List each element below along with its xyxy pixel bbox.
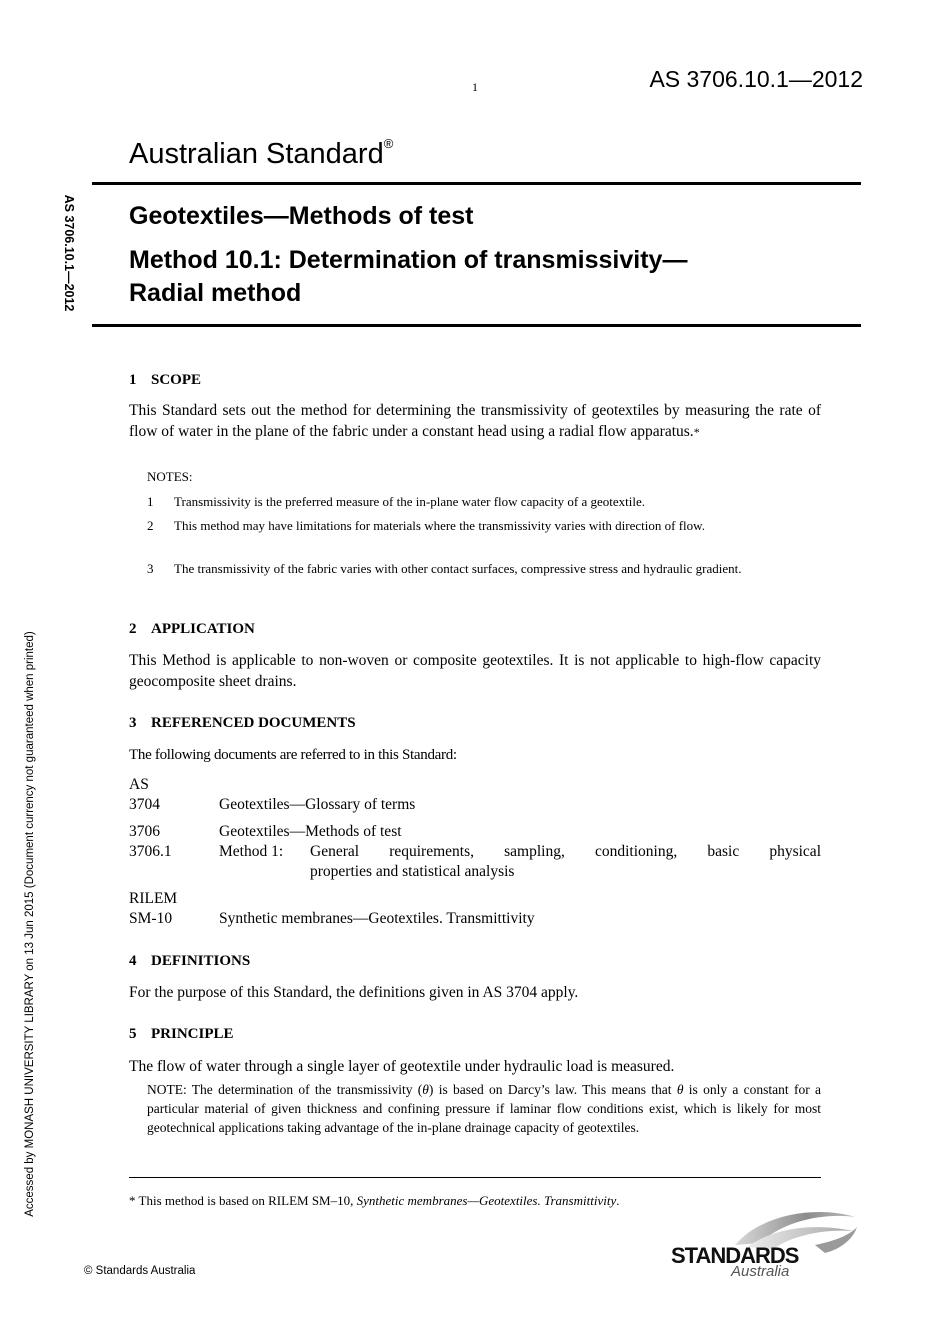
principle-note bbox=[147, 1080, 821, 1137]
reference-code: 3706.1 bbox=[129, 843, 172, 860]
registered-mark: ® bbox=[383, 136, 394, 152]
scope-paragraph bbox=[129, 400, 821, 443]
reference-code: SM-10 bbox=[129, 910, 173, 927]
reference-method: Method 1: bbox=[219, 843, 284, 860]
application-paragraph: This Method is applicable to non-woven or composite geotextiles. It is not applicable to high-flow capacity geocomposite sheet drains. bbox=[129, 652, 821, 690]
note-number: 2 bbox=[147, 518, 154, 533]
section-heading-scope bbox=[129, 372, 201, 389]
notes-label: NOTES: bbox=[147, 469, 193, 484]
principle-note-part-a: NOTE: The determination of the transmissivity ( bbox=[147, 1082, 423, 1097]
reference-title-continued: properties and statistical analysis bbox=[310, 863, 515, 880]
reference-row bbox=[129, 909, 821, 929]
reference-group-label bbox=[129, 775, 821, 795]
reference-code: 3704 bbox=[129, 796, 160, 813]
standards-australia-logo bbox=[665, 1205, 865, 1285]
title-top-rule bbox=[92, 182, 861, 185]
note-item bbox=[147, 559, 821, 578]
section-title: REFERENCED DOCUMENTS bbox=[151, 715, 356, 731]
reference-group-label bbox=[129, 889, 821, 909]
footnote-rule bbox=[129, 1177, 821, 1178]
side-access-note: Accessed by MONASH UNIVERSITY LIBRARY on 13 Jun 2015 (Document currency not guaranteed when printed) bbox=[24, 631, 36, 1217]
theta-symbol: θ bbox=[422, 1082, 429, 1097]
principle-note-part-c: is only a constant for a particular material of given thickness and confining pressure if laminar flow conditions exist, which is likely for most geotechnical applications taking advantage of the in-plane drainage capacity of geotextiles. bbox=[147, 1082, 821, 1135]
section-heading-definitions bbox=[129, 953, 250, 970]
reference-title: Geotextiles—Methods of test bbox=[219, 823, 402, 840]
note-item bbox=[147, 516, 821, 535]
section-number: 3 bbox=[129, 715, 137, 731]
page-number: 1 bbox=[472, 80, 478, 94]
side-standard-code: AS 3706.10.1—2012 bbox=[62, 194, 76, 312]
reference-group-rilem: RILEM bbox=[129, 890, 178, 907]
section-heading-principle bbox=[129, 1026, 234, 1043]
section-title: PRINCIPLE bbox=[151, 1026, 234, 1042]
standard-code: AS 3706.10.1—2012 bbox=[649, 66, 863, 92]
reference-title: General requirements, sampling, conditioning, basic physical bbox=[310, 843, 821, 860]
method-title bbox=[129, 244, 849, 310]
section-number: 1 bbox=[129, 372, 137, 388]
footnote-title: Synthetic membranes—Geotextiles. Transmittivity bbox=[356, 1193, 617, 1208]
reference-code: 3706 bbox=[129, 823, 160, 840]
reference-group-as: AS bbox=[129, 776, 149, 793]
note-item bbox=[147, 492, 821, 511]
section-title: DEFINITIONS bbox=[151, 953, 251, 969]
note-text: This method may have limitations for materials where the transmissivity varies with direction of flow. bbox=[174, 518, 705, 533]
standard-type-label: Australian Standard bbox=[129, 138, 384, 170]
theta-symbol: θ bbox=[676, 1082, 684, 1097]
section-heading-application bbox=[129, 621, 255, 638]
references-intro: The following documents are referred to in this Standard: bbox=[129, 747, 457, 763]
method-title-line-2: Radial method bbox=[129, 279, 302, 307]
reference-row bbox=[129, 795, 821, 815]
reference-row bbox=[129, 822, 821, 842]
definitions-paragraph: For the purpose of this Standard, the definitions given in AS 3704 apply. bbox=[129, 984, 579, 1001]
note-number: 1 bbox=[147, 494, 154, 509]
reference-row-continued bbox=[129, 862, 821, 882]
section-title: SCOPE bbox=[151, 372, 202, 388]
note-text: Transmissivity is the preferred measure of the in-plane water flow capacity of a geotextile. bbox=[174, 494, 645, 509]
section-number: 2 bbox=[129, 621, 137, 637]
reference-title: Synthetic membranes—Geotextiles. Transmittivity bbox=[219, 910, 535, 927]
principle-paragraph: The flow of water through a single layer of geotextile under hydraulic load is measured. bbox=[129, 1058, 675, 1075]
note-text: The transmissivity of the fabric varies with other contact surfaces, compressive stress and hydraulic gradient. bbox=[174, 561, 742, 576]
footnote-prefix: * This method is based on RILEM SM–10, bbox=[129, 1193, 357, 1208]
standard-type-heading bbox=[129, 138, 393, 171]
logo-wordmark: STANDARDS bbox=[671, 1243, 799, 1268]
section-number: 4 bbox=[129, 953, 137, 969]
footnote-suffix: . bbox=[616, 1193, 620, 1208]
footnote bbox=[129, 1193, 619, 1209]
reference-row bbox=[129, 842, 821, 862]
principle-note-part-b: ) is based on Darcy’s law. This means that bbox=[428, 1082, 677, 1097]
note-number: 3 bbox=[147, 561, 154, 576]
section-number: 5 bbox=[129, 1026, 137, 1042]
scope-text: This Standard sets out the method for determining the transmissivity of geotextiles by measuring the rate of flow of water in the plane of the fabric under a constant head using a radial flow apparatus. bbox=[129, 402, 821, 440]
reference-title: Geotextiles—Glossary of terms bbox=[219, 796, 416, 813]
footnote-marker: * bbox=[693, 425, 700, 439]
copyright-notice: © Standards Australia bbox=[84, 1265, 196, 1277]
document-title: Geotextiles—Methods of test bbox=[129, 202, 474, 230]
section-heading-references bbox=[129, 715, 356, 732]
title-bottom-rule bbox=[92, 324, 861, 327]
method-title-line-1: Method 10.1: Determination of transmissivity— bbox=[129, 246, 688, 274]
section-title: APPLICATION bbox=[151, 621, 255, 637]
logo-subtitle: Australia bbox=[731, 1263, 790, 1280]
